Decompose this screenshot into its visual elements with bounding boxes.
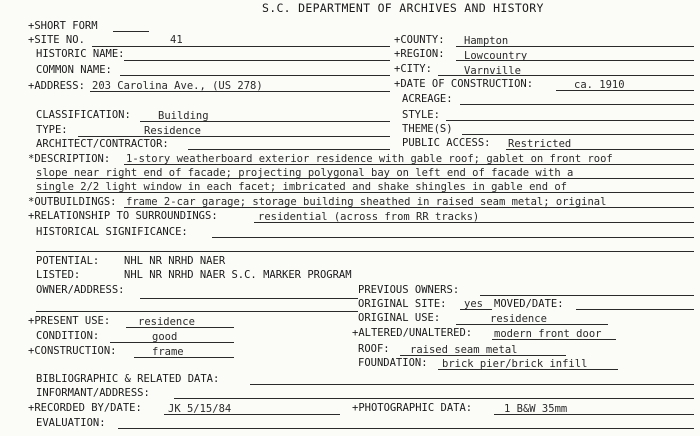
original-use-value: residence — [490, 313, 547, 325]
historical-significance-line — [212, 237, 694, 238]
region-label: +REGION: — [394, 48, 445, 60]
description-line-1: 1-story weatherboard exterior residence with gable roof; gablet on front roof — [126, 153, 613, 165]
public-access-value: Restricted — [508, 138, 572, 150]
moved-date-label: MOVED/DATE: — [494, 298, 564, 310]
relationship-line — [254, 222, 694, 223]
roof-label: ROOF: — [358, 343, 390, 355]
original-site-label: ORIGINAL SITE: — [358, 298, 447, 310]
outbuildings-label: *OUTBUILDINGS: — [28, 196, 117, 208]
historical-significance-line-2 — [36, 251, 694, 252]
altered-value: modern front door — [494, 328, 602, 340]
public-access-label: PUBLIC ACCESS: — [402, 137, 491, 149]
original-use-label: ORIGINAL USE: — [358, 312, 441, 324]
relationship-label: +RELATIONSHIP TO SURROUNDINGS: — [28, 210, 218, 222]
informant-line — [174, 398, 694, 399]
foundation-line — [438, 369, 618, 370]
informant-label: INFORMANT/ADDRESS: — [36, 387, 150, 399]
previous-owners-line — [480, 295, 694, 296]
theme-label: THEME(S) — [402, 123, 453, 135]
altered-label: +ALTERED/UNALTERED: — [352, 327, 473, 339]
listed-label: LISTED: — [36, 269, 81, 281]
outbuildings-line — [124, 207, 694, 208]
evaluation-label: EVALUATION: — [36, 417, 106, 429]
listed-options: NHL NR NRHD NAER S.C. MARKER PROGRAM — [124, 269, 352, 281]
style-label: STYLE: — [402, 109, 440, 121]
description-rule-1 — [124, 164, 694, 165]
foundation-value: brick pier/brick infill — [442, 358, 588, 370]
common-name-label: COMMON NAME: — [36, 64, 112, 76]
form-header: S.C. DEPARTMENT OF ARCHIVES AND HISTORY — [262, 1, 544, 15]
present-use-line — [126, 327, 234, 328]
classification-line — [140, 121, 390, 122]
construction-value: frame — [152, 346, 184, 358]
region-value: Lowcountry — [464, 50, 528, 62]
construction-line — [134, 357, 234, 358]
foundation-label: FOUNDATION: — [358, 357, 428, 369]
classification-value: Building — [158, 110, 209, 122]
altered-line — [492, 339, 616, 340]
date-of-construction-value: ca. 1910 — [574, 79, 625, 91]
date-of-construction-label: +DATE OF CONSTRUCTION: — [394, 78, 534, 90]
site-no-label: +SITE NO. — [28, 34, 85, 46]
address-value: 203 Carolina Ave., (US 278) — [92, 80, 263, 92]
original-site-line — [460, 309, 492, 310]
architect-line — [188, 149, 390, 150]
condition-value: good — [152, 331, 178, 343]
public-access-line — [506, 149, 694, 150]
previous-owners-label: PREVIOUS OWNERS: — [358, 284, 460, 296]
date-of-construction-line — [556, 90, 694, 91]
region-line — [456, 60, 694, 61]
construction-label: +CONSTRUCTION: — [28, 345, 117, 357]
address-line — [90, 91, 390, 92]
present-use-label: +PRESENT USE: — [28, 315, 111, 327]
county-value: Hampton — [464, 35, 509, 47]
recorded-by-label: +RECORDED BY/DATE: — [28, 402, 142, 414]
city-label: +CITY: — [394, 63, 432, 75]
original-site-value: yes — [464, 298, 483, 310]
owner-address-label: OWNER/ADDRESS: — [36, 284, 125, 296]
roof-value: raised seam metal — [410, 344, 518, 356]
photographic-label: +PHOTOGRAPHIC DATA: — [352, 402, 473, 414]
city-line — [438, 75, 694, 76]
site-no-value: 41 — [170, 34, 183, 46]
photographic-value: 1 B&W 35mm — [504, 403, 568, 415]
type-label: TYPE: — [36, 124, 68, 136]
architect-label: ARCHITECT/CONTRACTOR: — [36, 138, 169, 150]
site-no-line — [92, 46, 390, 47]
city-value: Varnville — [464, 65, 521, 77]
moved-date-line — [576, 309, 694, 310]
theme-line — [462, 134, 694, 135]
description-line-3: single 2/2 light window in each facet; imbricated and shake shingles in gable end of — [36, 181, 568, 193]
condition-label: CONDITION: — [36, 330, 100, 342]
common-name-line — [120, 75, 390, 76]
county-line — [456, 46, 694, 47]
historic-name-label: HISTORIC NAME: — [36, 48, 125, 60]
description-label: *DESCRIPTION: — [28, 153, 111, 165]
original-use-line — [456, 324, 608, 325]
type-value: Residence — [144, 125, 201, 137]
style-line — [446, 120, 694, 121]
relationship-value: residential (across from RR tracks) — [258, 211, 480, 223]
present-use-value: residence — [138, 316, 195, 328]
description-line-2: slope near right end of facade; projecting polygonal bay on left end of facade with a — [36, 167, 574, 179]
roof-line — [400, 355, 566, 356]
county-label: +COUNTY: — [394, 34, 445, 46]
historical-significance-label: HISTORICAL SIGNIFICANCE: — [36, 226, 188, 238]
acreage-label: ACREAGE: — [402, 93, 453, 105]
bibliographic-line — [250, 384, 694, 385]
potential-options: NHL NR NRHD NAER — [124, 255, 226, 267]
acreage-line — [460, 104, 694, 105]
evaluation-line — [118, 428, 694, 429]
recorded-by-line — [164, 414, 340, 415]
description-rule-2 — [36, 178, 694, 179]
short-form-label: +SHORT FORM — [28, 20, 98, 32]
short-form-line — [113, 31, 149, 32]
owner-address-line-2 — [36, 311, 358, 312]
classification-label: CLASSIFICATION: — [36, 109, 131, 121]
recorded-by-value: JK 5/15/84 — [168, 403, 232, 415]
bibliographic-label: BIBLIOGRAPHIC & RELATED DATA: — [36, 373, 220, 385]
condition-line — [110, 342, 234, 343]
outbuildings-value: frame 2-car garage; storage building sheathed in raised seam metal; original — [126, 196, 607, 208]
address-label: +ADDRESS: — [28, 80, 85, 92]
type-line — [78, 136, 390, 137]
photographic-line — [494, 414, 694, 415]
owner-address-line — [140, 298, 358, 299]
historic-name-line — [124, 60, 390, 61]
description-rule-3 — [36, 192, 694, 193]
potential-label: POTENTIAL: — [36, 255, 100, 267]
